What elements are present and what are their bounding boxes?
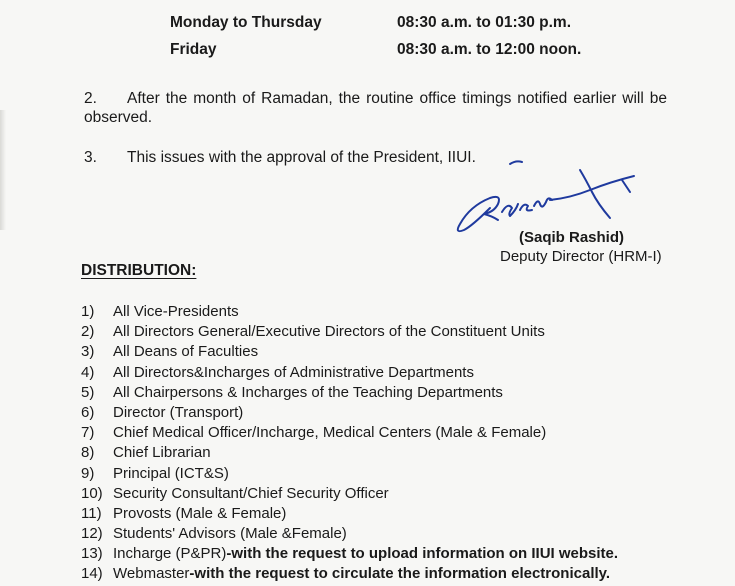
item-text: All Chairpersons & Incharges of the Teaching Departments bbox=[113, 383, 503, 401]
item-text: Students' Advisors (Male &Female) bbox=[113, 525, 347, 543]
paragraph-2-text: After the month of Ramadan, the routine office timings notified earlier will be bbox=[127, 90, 667, 107]
paragraph-2-continuation: observed. bbox=[84, 109, 153, 126]
paragraph-2-number: 2. bbox=[84, 90, 97, 107]
item-note: -with the request to upload information on IIUI website. bbox=[226, 545, 619, 563]
item-text: All Deans of Faculties bbox=[113, 343, 259, 361]
item-number: 1) bbox=[81, 303, 95, 320]
item-number: 14) bbox=[81, 565, 103, 583]
item-note: -with the request to circulate the information electronically. bbox=[189, 565, 611, 583]
item-text: Webmaster bbox=[113, 565, 190, 583]
item-number: 4) bbox=[81, 363, 95, 381]
list-item bbox=[81, 485, 618, 505]
signer-title: Deputy Director (HRM-I) bbox=[500, 248, 662, 265]
item-text: Chief Medical Officer/Incharge, Medical Centers (Male & Female) bbox=[113, 424, 547, 442]
distribution-list bbox=[81, 303, 618, 586]
timing-day-1: Monday to Thursday bbox=[170, 14, 322, 31]
list-item bbox=[81, 343, 618, 363]
timing-day-2: Friday bbox=[170, 41, 217, 58]
item-text: Provosts (Male & Female) bbox=[113, 504, 287, 522]
list-item bbox=[81, 505, 618, 525]
list-item bbox=[81, 545, 618, 565]
list-item bbox=[81, 525, 618, 545]
item-number: 5) bbox=[81, 383, 95, 401]
list-item bbox=[81, 404, 618, 424]
item-text: All Vice-Presidents bbox=[113, 303, 239, 320]
paragraph-3-text: This issues with the approval of the President, IIUI. bbox=[127, 149, 476, 166]
scan-shadow bbox=[0, 110, 6, 230]
item-text: Incharge (P&PR) bbox=[113, 545, 227, 563]
item-number: 13) bbox=[81, 545, 103, 563]
signer-name: (Saqib Rashid) bbox=[519, 229, 625, 246]
item-number: 7) bbox=[81, 424, 95, 442]
list-item bbox=[81, 323, 618, 343]
list-item bbox=[81, 424, 618, 444]
item-number: 2) bbox=[81, 323, 95, 341]
timing-time-2: 08:30 a.m. to 12:00 noon. bbox=[397, 41, 582, 58]
paragraph-3-number: 3. bbox=[84, 149, 97, 166]
list-item bbox=[81, 303, 618, 323]
item-text: Chief Librarian bbox=[113, 444, 211, 462]
item-text: Principal (ICT&S) bbox=[113, 464, 229, 482]
item-text: All Directors General/Executive Directors of the Constituent Units bbox=[113, 323, 545, 341]
item-number: 3) bbox=[81, 343, 95, 361]
list-item bbox=[81, 364, 618, 384]
item-number: 10) bbox=[81, 484, 103, 502]
list-item bbox=[81, 565, 618, 585]
timing-time-1: 08:30 a.m. to 01:30 p.m. bbox=[397, 14, 572, 31]
list-item bbox=[81, 444, 618, 464]
item-number: 8) bbox=[81, 444, 95, 462]
item-number: 9) bbox=[81, 464, 95, 482]
item-text: Security Consultant/Chief Security Officer bbox=[113, 484, 389, 502]
item-text: Director (Transport) bbox=[113, 403, 244, 421]
distribution-heading: DISTRIBUTION: bbox=[81, 262, 197, 279]
item-number: 6) bbox=[81, 403, 95, 421]
item-text: All Directors&Incharges of Administrative Departments bbox=[113, 363, 474, 381]
list-item bbox=[81, 465, 618, 485]
item-number: 12) bbox=[81, 525, 103, 543]
list-item bbox=[81, 384, 618, 404]
item-number: 11) bbox=[81, 504, 102, 522]
